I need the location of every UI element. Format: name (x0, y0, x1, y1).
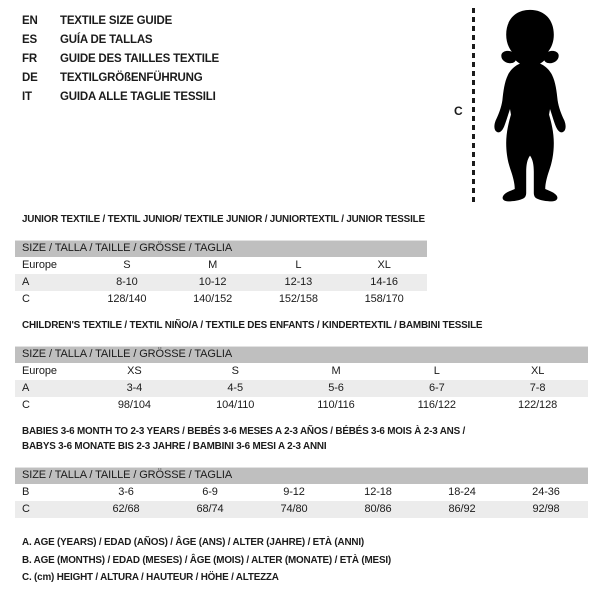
table-cell: XS (127, 365, 142, 377)
table-cell: 6-9 (202, 486, 218, 498)
section-babies (15, 424, 588, 518)
table-cell: 10-12 (198, 276, 227, 288)
table-cell: 4-5 (227, 382, 243, 394)
language-row (22, 12, 219, 31)
footnote-line: A. AGE (YEARS) / EDAD (AÑOS) / ÂGE (ANS) / ALTER (JAHRE) / ETÀ (ANNI) (22, 536, 364, 548)
language-title: GUIDA ALLE TAGLIE TESSILI (60, 91, 216, 103)
table-cell: 9-12 (283, 486, 305, 498)
table-cell: 68/74 (196, 503, 224, 515)
table-row (15, 501, 588, 518)
footnotes (22, 534, 415, 587)
table-row (15, 274, 427, 291)
language-code: ES (22, 34, 37, 46)
height-measure-label: C (454, 104, 463, 118)
table-cell: S (231, 365, 239, 377)
table-cell: 62/68 (112, 503, 140, 515)
section-heading: BABIES 3-6 MONTH TO 2-3 YEARS / BEBÉS 3-6 MESES A 2-3 AÑOS / BÉBÉS 3-6 MOIS À 2-3 ANS / (22, 425, 466, 437)
table-cell: XL (377, 259, 391, 271)
table-cell: 98/104 (117, 399, 151, 411)
row-label: Europe (22, 365, 57, 377)
table-cell: 3-6 (118, 486, 134, 498)
footnote-line: C. (cm) HEIGHT / ALTURA / HAUTEUR / HÖHE / ALTEZZA (22, 571, 279, 583)
table-cell: 3-4 (126, 382, 143, 394)
language-title: GUIDE DES TAILLES TEXTILE (60, 53, 219, 65)
language-code: EN (22, 15, 38, 27)
size-table-header: SIZE / TALLA / TAILLE / GRÖSSE / TAGLIA (15, 346, 588, 363)
language-title: TEXTILE SIZE GUIDE (60, 15, 173, 27)
language-code: DE (22, 72, 38, 84)
table-cell: L (433, 365, 440, 377)
language-row (22, 31, 219, 50)
language-row (22, 50, 219, 69)
row-label: C (22, 399, 30, 411)
table-cell: 80/86 (364, 503, 392, 515)
section-heading: JUNIOR TEXTILE / TEXTIL JUNIOR/ TEXTILE JUNIOR / JUNIORTEXTIL / JUNIOR TESSILE (22, 213, 425, 225)
table-cell: L (295, 259, 302, 271)
row-label: A (22, 276, 30, 288)
row-label: B (22, 486, 30, 498)
language-list (22, 12, 219, 107)
table-row (15, 397, 588, 414)
table-cell: 6-7 (428, 382, 445, 394)
table-cell: 86/92 (448, 503, 476, 515)
language-row (22, 69, 219, 88)
row-label: A (22, 382, 30, 394)
language-code: FR (22, 53, 37, 65)
table-cell: 104/110 (216, 399, 255, 411)
size-table (15, 240, 427, 308)
language-title: TEXTILGRÖßENFÜHRUNG (60, 72, 203, 84)
table-row (15, 363, 588, 380)
language-title: GUÍA DE TALLAS (60, 34, 153, 46)
table-cell: XL (530, 365, 545, 377)
table-cell: 8-10 (116, 276, 138, 288)
table-cell: 12-13 (284, 276, 313, 288)
language-row (22, 88, 219, 107)
table-row (15, 291, 427, 308)
table-cell: M (208, 259, 218, 271)
section-heading: CHILDREN'S TEXTILE / TEXTIL NIÑO/A / TEXTILE DES ENFANTS / KINDERTEXTIL / BAMBINI TESSILE (22, 319, 483, 331)
section-children (15, 318, 588, 414)
table-row (15, 257, 427, 274)
table-cell: 140/152 (193, 293, 233, 305)
table-cell: 122/128 (518, 399, 558, 411)
size-table-header: SIZE / TALLA / TAILLE / GRÖSSE / TAGLIA (15, 467, 588, 484)
height-measure-dashed-line (472, 8, 475, 206)
toddler-silhouette-icon (482, 8, 578, 208)
table-cell: M (331, 365, 341, 377)
footnote-line: B. AGE (MONTHS) / EDAD (MESES) / ÂGE (MOIS) / ALTER (MONATE) / ETÀ (MESI) (22, 553, 392, 566)
table-cell: 152/158 (278, 293, 318, 305)
size-table (15, 346, 588, 414)
table-cell: 12-18 (364, 486, 392, 498)
table-cell: 5-6 (328, 382, 344, 394)
row-label: C (22, 293, 30, 305)
size-table (15, 467, 588, 518)
table-cell: 14-16 (370, 276, 398, 288)
table-cell: 128/140 (107, 293, 147, 305)
row-label: C (22, 503, 30, 515)
section-junior (15, 212, 427, 308)
table-cell: 7-8 (529, 382, 546, 394)
section-heading: BABYS 3-6 MONATE BIS 2-3 JAHRE / BAMBINI 3-6 MESI A 2-3 ANNI (22, 440, 327, 452)
table-row (15, 484, 588, 501)
table-cell: S (123, 259, 131, 271)
table-row (15, 380, 588, 397)
table-cell: 24-36 (532, 486, 560, 498)
size-table-header: SIZE / TALLA / TAILLE / GRÖSSE / TAGLIA (15, 240, 427, 257)
table-cell: 116/122 (417, 399, 456, 411)
table-cell: 158/170 (364, 293, 404, 305)
language-code: IT (22, 91, 32, 103)
table-cell: 74/80 (280, 503, 308, 515)
table-cell: 110/116 (317, 399, 355, 411)
table-cell: 18-24 (448, 486, 476, 498)
row-label: Europe (22, 259, 57, 271)
table-cell: 92/98 (532, 503, 560, 515)
